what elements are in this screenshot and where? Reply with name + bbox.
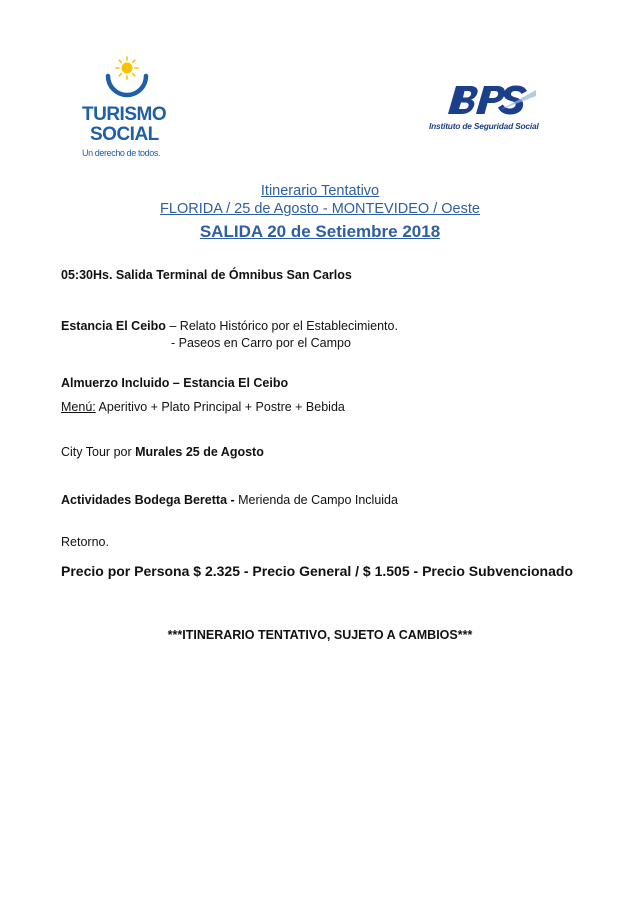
document-title: Itinerario Tentativo [260,183,380,199]
sun-icon [102,55,152,101]
turismo-brand-line-2: SOCIAL [90,124,159,145]
price-line: Precio por Persona $ 2.325 - Precio General / $ 1.505 - Precio Subvencionado [61,563,573,579]
turismo-tagline: Un derecho de todos. [82,148,161,158]
bps-logo-icon [440,80,540,120]
bodega-name: Actividades Bodega Beretta - [61,493,235,507]
city-tour-line [61,445,264,459]
menu-line [61,400,345,414]
bodega-activity: Merienda de Campo Incluida [234,493,398,507]
lunch-line: Almuerzo Incluido – Estancia El Ceibo [61,376,289,390]
menu-items: Aperitivo + Plato Principal + Postre + Bebida [95,400,345,414]
bps-logo [425,80,555,140]
city-tour-prefix: City Tour por [61,445,136,459]
departure-date: SALIDA 20 de Setiembre 2018 [199,222,441,241]
city-tour-place: Murales 25 de Agosto [135,445,264,459]
bodega-line [61,493,398,507]
menu-label: Menú: [61,400,96,414]
return-line: Retorno. [61,535,109,549]
departure-line: 05:30Hs. Salida Terminal de Ómnibus San Carlos [61,268,352,282]
estancia-name: Estancia El Ceibo [61,319,166,333]
estancia-activity-1: – Relato Histórico por el Establecimiento. [165,319,398,333]
route-subtitle: FLORIDA / 25 de Agosto - MONTEVIDEO / Oeste [160,201,480,217]
estancia-activity-2: - Paseos en Carro por el Campo [171,336,351,350]
document-header [0,182,640,244]
estancia-line [61,319,398,333]
turismo-social-logo [82,55,182,165]
turismo-brand-line-1: TURISMO [82,104,167,125]
bps-caption: Instituto de Seguridad Social [429,121,539,131]
disclaimer-note: ***ITINERARIO TENTATIVO, SUJETO A CAMBIOS*** [167,628,473,642]
